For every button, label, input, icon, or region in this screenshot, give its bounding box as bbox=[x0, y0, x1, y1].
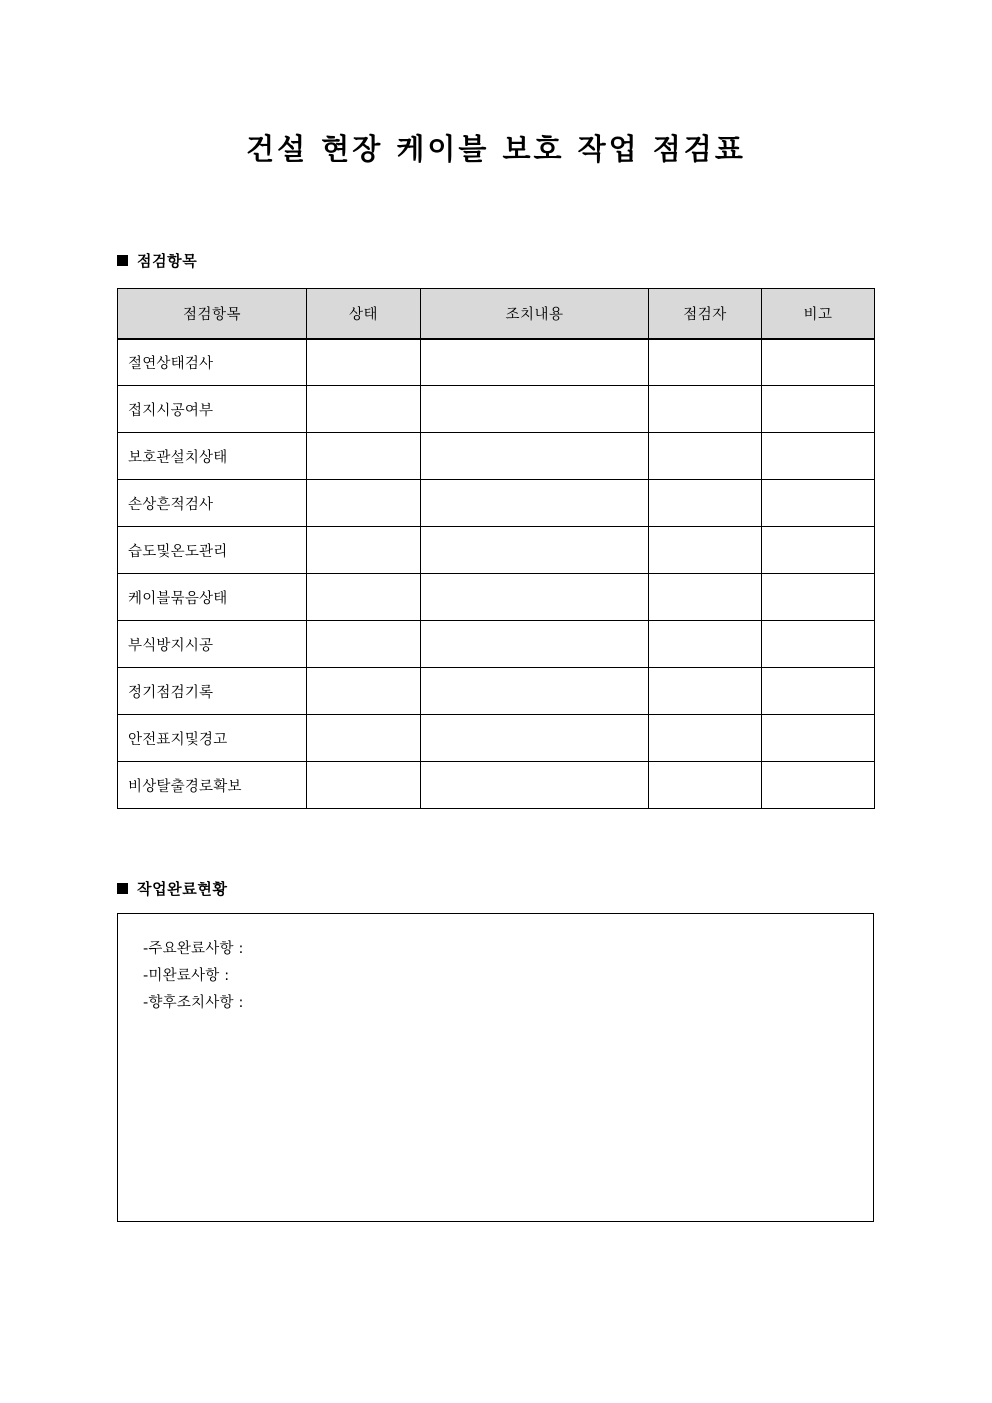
cell-item: 정기점검기록 bbox=[118, 668, 307, 715]
cell-inspector[interactable] bbox=[649, 762, 762, 809]
cell-inspector[interactable] bbox=[649, 339, 762, 386]
cell-note[interactable] bbox=[762, 339, 875, 386]
cell-inspector[interactable] bbox=[649, 433, 762, 480]
cell-note[interactable] bbox=[762, 386, 875, 433]
table-row bbox=[118, 339, 875, 386]
page-title: 건설 현장 케이블 보호 작업 점검표 bbox=[246, 132, 746, 166]
cell-action[interactable] bbox=[421, 668, 649, 715]
column-header-state: 상태 bbox=[307, 289, 421, 339]
table-body bbox=[118, 339, 875, 809]
cell-action[interactable] bbox=[421, 527, 649, 574]
cell-inspector[interactable] bbox=[649, 574, 762, 621]
table-row bbox=[118, 762, 875, 809]
cell-action[interactable] bbox=[421, 762, 649, 809]
status-line: -미완료사항 : bbox=[143, 968, 230, 984]
cell-item: 부식방지시공 bbox=[118, 621, 307, 668]
cell-state[interactable] bbox=[307, 762, 421, 809]
cell-state[interactable] bbox=[307, 621, 421, 668]
column-header-item: 점검항목 bbox=[118, 289, 307, 339]
cell-state[interactable] bbox=[307, 433, 421, 480]
cell-state[interactable] bbox=[307, 527, 421, 574]
cell-item: 비상탈출경로확보 bbox=[118, 762, 307, 809]
column-header-action: 조치내용 bbox=[421, 289, 649, 339]
cell-action[interactable] bbox=[421, 433, 649, 480]
cell-inspector[interactable] bbox=[649, 480, 762, 527]
cell-action[interactable] bbox=[421, 386, 649, 433]
cell-note[interactable] bbox=[762, 574, 875, 621]
cell-state[interactable] bbox=[307, 480, 421, 527]
cell-state[interactable] bbox=[307, 386, 421, 433]
cell-action[interactable] bbox=[421, 574, 649, 621]
cell-item: 케이블묶음상태 bbox=[118, 574, 307, 621]
cell-inspector[interactable] bbox=[649, 668, 762, 715]
inspection-items-table bbox=[117, 288, 875, 809]
cell-note[interactable] bbox=[762, 433, 875, 480]
cell-state[interactable] bbox=[307, 574, 421, 621]
cell-note[interactable] bbox=[762, 527, 875, 574]
cell-item: 습도및온도관리 bbox=[118, 527, 307, 574]
completion-status-box[interactable] bbox=[117, 913, 874, 1222]
section-heading-label: 작업완료현황 bbox=[137, 880, 228, 898]
cell-item: 절연상태검사 bbox=[118, 339, 307, 386]
cell-note[interactable] bbox=[762, 621, 875, 668]
cell-item: 손상흔적검사 bbox=[118, 480, 307, 527]
table-row bbox=[118, 574, 875, 621]
section-heading-inspection-items bbox=[117, 250, 197, 271]
cell-inspector[interactable] bbox=[649, 386, 762, 433]
cell-state[interactable] bbox=[307, 715, 421, 762]
column-header-note: 비고 bbox=[762, 289, 875, 339]
cell-action[interactable] bbox=[421, 339, 649, 386]
table-row bbox=[118, 527, 875, 574]
cell-inspector[interactable] bbox=[649, 621, 762, 668]
cell-state[interactable] bbox=[307, 668, 421, 715]
cell-action[interactable] bbox=[421, 480, 649, 527]
cell-note[interactable] bbox=[762, 480, 875, 527]
table-row bbox=[118, 621, 875, 668]
cell-note[interactable] bbox=[762, 715, 875, 762]
cell-inspector[interactable] bbox=[649, 527, 762, 574]
section-heading-completion-status bbox=[117, 878, 228, 899]
cell-item: 안전표지및경고 bbox=[118, 715, 307, 762]
cell-action[interactable] bbox=[421, 715, 649, 762]
table-header bbox=[118, 289, 875, 339]
cell-note[interactable] bbox=[762, 668, 875, 715]
cell-note[interactable] bbox=[762, 762, 875, 809]
status-line: -주요완료사항 : bbox=[143, 941, 244, 957]
cell-item: 보호관설치상태 bbox=[118, 433, 307, 480]
cell-inspector[interactable] bbox=[649, 715, 762, 762]
black-square-bullet-icon bbox=[117, 883, 128, 894]
table-row bbox=[118, 668, 875, 715]
table-row bbox=[118, 386, 875, 433]
table-header-row bbox=[118, 289, 875, 339]
section-heading-label: 점검항목 bbox=[137, 252, 198, 270]
table-row bbox=[118, 433, 875, 480]
black-square-bullet-icon bbox=[117, 255, 128, 266]
column-header-inspector: 점검자 bbox=[649, 289, 762, 339]
table-row bbox=[118, 715, 875, 762]
cell-item: 접지시공여부 bbox=[118, 386, 307, 433]
table-row bbox=[118, 480, 875, 527]
cell-state[interactable] bbox=[307, 339, 421, 386]
cell-action[interactable] bbox=[421, 621, 649, 668]
status-line: -향후조치사항 : bbox=[143, 995, 244, 1011]
